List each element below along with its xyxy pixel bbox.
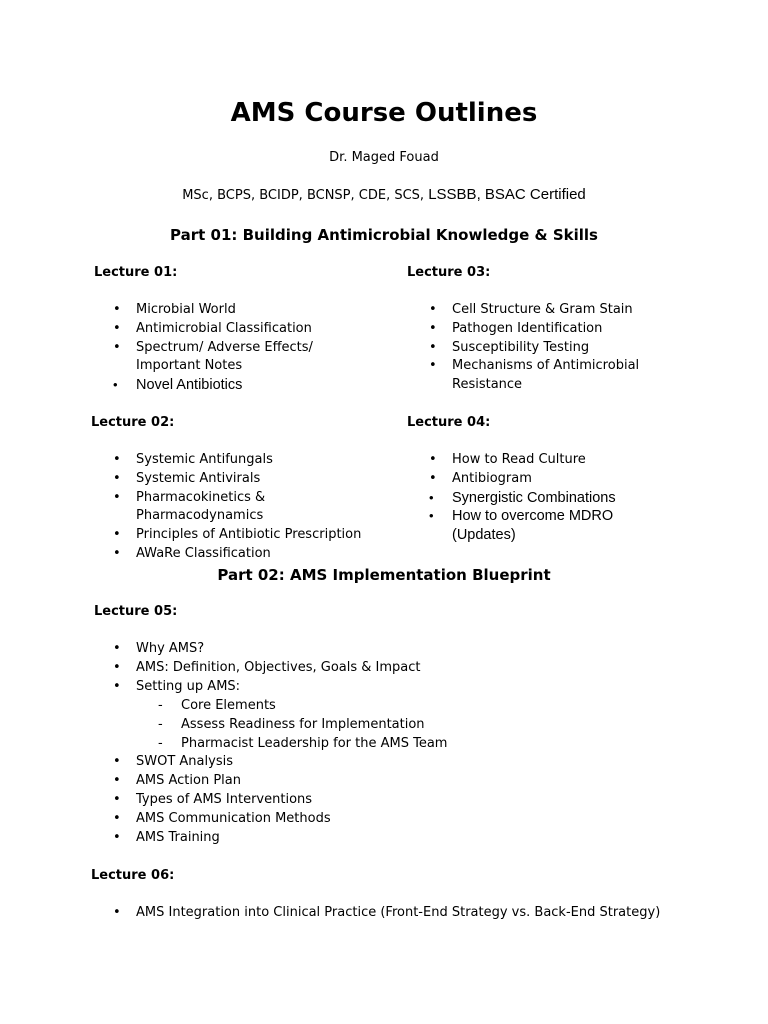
bullet-icon: • xyxy=(429,489,434,505)
list-item: • Microbial World xyxy=(136,301,376,320)
credentials xyxy=(0,185,768,206)
list-item: • AMS Training xyxy=(136,829,656,848)
bullet-icon: • xyxy=(113,302,121,317)
bullet-icon: • xyxy=(113,905,121,920)
part1-heading: Part 01: Building Antimicrobial Knowledge & Skills xyxy=(170,226,598,244)
list-item: • How to Read Culture xyxy=(452,451,702,470)
bullet-icon: • xyxy=(113,545,121,561)
part2-heading: Part 02: AMS Implementation Blueprint xyxy=(217,566,551,584)
lecture05-label: Lecture 05: xyxy=(94,604,178,619)
sub-list-item: - Pharmacist Leadership for the AMS Team xyxy=(158,736,448,752)
bullet-icon: • xyxy=(113,470,121,486)
list-item: • SWOT Analysis xyxy=(136,753,656,772)
list-item: • Susceptibility Testing xyxy=(452,339,702,358)
list-item: • AWaRe Classification xyxy=(136,545,396,564)
list-item: • Spectrum/ Adverse Effects/ xyxy=(136,339,376,358)
bullet-icon: • xyxy=(113,452,121,467)
list-item-continued: Resistance xyxy=(452,377,523,393)
bullet-icon: • xyxy=(113,339,121,355)
bullet-icon: • xyxy=(113,773,121,789)
bullet-icon: • xyxy=(429,470,437,486)
list-item: • Novel Antibiotics xyxy=(113,377,243,394)
list-item: • Antimicrobial Classification xyxy=(136,320,376,339)
list-item: • Cell Structure & Gram Stain xyxy=(452,301,702,320)
list-item: • AMS Integration into Clinical Practice (Front-End Strategy vs. Back-End Strategy) xyxy=(136,904,736,923)
list-item: • AMS: Definition, Objectives, Goals & Impact xyxy=(136,659,656,678)
bullet-icon: • xyxy=(429,320,437,336)
list-item: • Synergistic Combinations xyxy=(429,489,616,506)
list-item: • Types of AMS Interventions xyxy=(136,791,656,810)
list-item: • Pharmacokinetics & Pharmacodynamics xyxy=(113,489,266,524)
bullet-icon: • xyxy=(113,829,121,845)
sub-list-item: - Core Elements xyxy=(158,698,276,714)
credentials-suffix: LSSBB, BSAC Certified xyxy=(428,186,586,203)
lecture06-label: Lecture 06: xyxy=(91,868,175,883)
bullet-icon: • xyxy=(429,508,434,524)
bullet-icon: • xyxy=(113,791,121,807)
lecture02-label: Lecture 02: xyxy=(91,415,175,430)
lecture04-label: Lecture 04: xyxy=(407,415,491,430)
list-item: • How to overcome MDRO xyxy=(429,508,614,525)
lecture03-label: Lecture 03: xyxy=(407,265,491,280)
dash-icon: - xyxy=(158,736,163,752)
lecture01-label: Lecture 01: xyxy=(94,265,178,280)
lecture05-list xyxy=(113,640,656,847)
bullet-icon: • xyxy=(429,452,437,467)
author-name: Dr. Maged Fouad xyxy=(329,150,439,165)
bullet-icon: • xyxy=(113,810,121,826)
bullet-icon: • xyxy=(113,489,121,505)
dash-icon: - xyxy=(158,698,163,714)
lecture04-list xyxy=(429,451,702,545)
list-item: • Systemic Antivirals xyxy=(136,470,396,489)
bullet-icon: • xyxy=(113,678,121,694)
list-item: • Mechanisms of Antimicrobial xyxy=(452,357,702,376)
bullet-icon: • xyxy=(113,754,121,770)
list-item: • Pathogen Identification xyxy=(452,320,702,339)
bullet-icon: • xyxy=(113,320,121,336)
list-item: • Principles of Antibiotic Prescription xyxy=(136,526,396,545)
credentials-prefix: MSc, BCPS, BCIDP, BCNSP, CDE, SCS, xyxy=(182,188,429,203)
dash-icon: - xyxy=(158,717,163,733)
list-item: • AMS Action Plan xyxy=(136,772,656,791)
sub-list-item: - Assess Readiness for Implementation xyxy=(158,717,425,733)
bullet-icon: • xyxy=(113,377,118,393)
bullet-icon: • xyxy=(429,339,437,355)
list-item: • Antibiogram xyxy=(452,470,702,489)
lecture02-list xyxy=(113,451,396,564)
sub-list xyxy=(136,696,656,753)
list-item-continued: (Updates) xyxy=(452,527,516,544)
lecture01-list xyxy=(113,301,376,395)
lecture03-list xyxy=(429,301,702,395)
bullet-icon: • xyxy=(429,302,437,317)
bullet-icon: • xyxy=(113,659,121,675)
list-item: • Why AMS? xyxy=(136,640,656,659)
list-item: • AMS Communication Methods xyxy=(136,810,656,829)
bullet-icon: • xyxy=(113,527,121,543)
list-item: • Setting up AMS: - Core Elements - Assess Readiness for Implementation - Pharmacist Leadership for the AMS Team xyxy=(136,678,656,754)
list-item: • Systemic Antifungals xyxy=(136,451,396,470)
page-title: AMS Course Outlines xyxy=(230,98,538,128)
bullet-icon: • xyxy=(113,641,121,656)
lecture06-list xyxy=(113,904,736,923)
list-item-continued: Important Notes xyxy=(136,358,243,374)
bullet-icon: • xyxy=(429,358,437,374)
